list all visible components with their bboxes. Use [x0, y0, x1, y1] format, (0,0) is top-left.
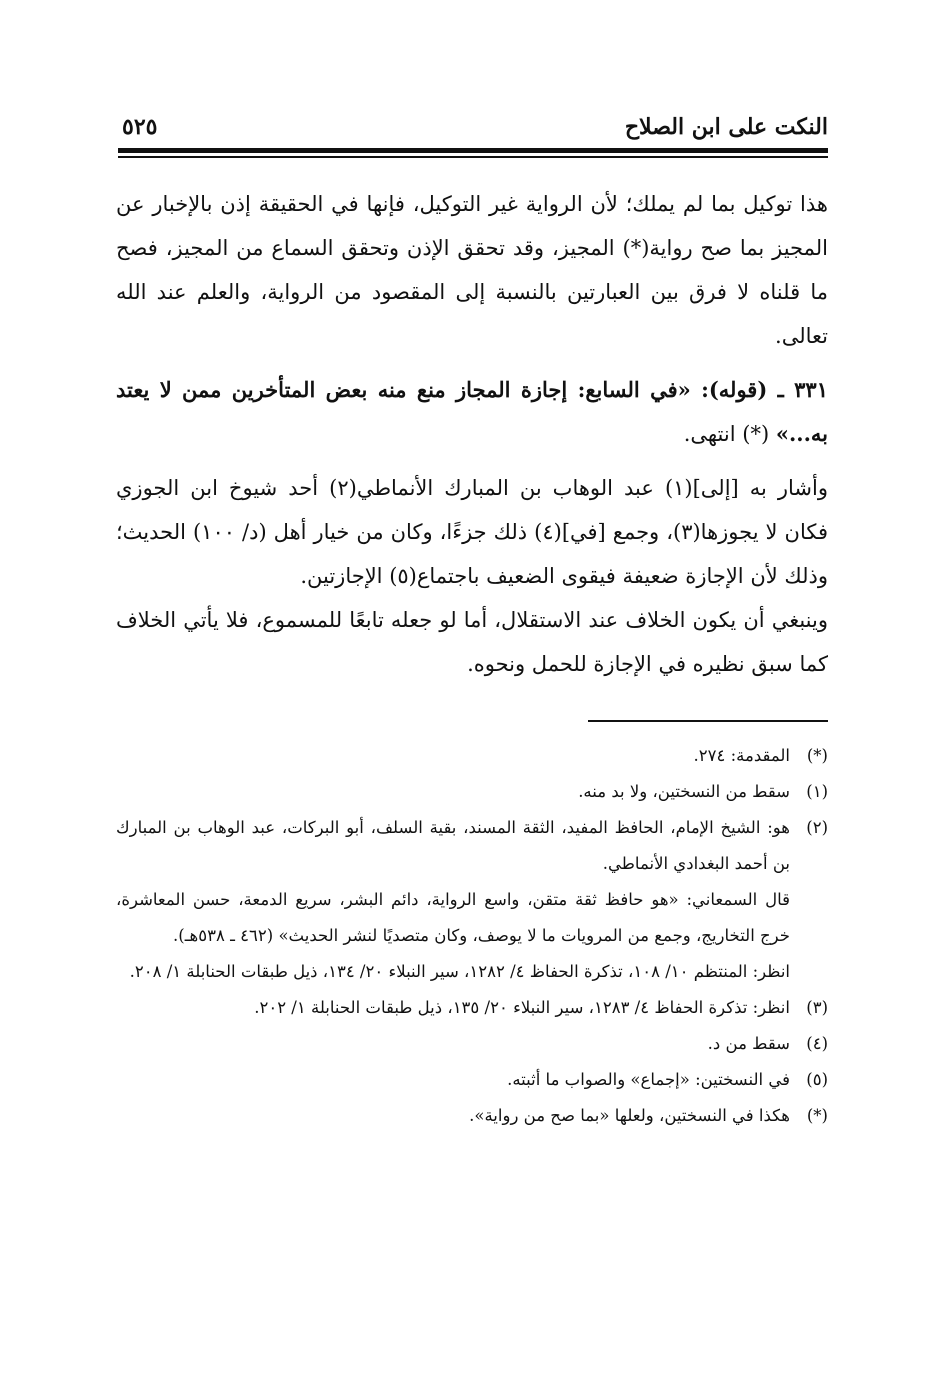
- footnote-continuation: [116, 954, 790, 990]
- footnote-continuation: [116, 882, 790, 954]
- footnote-text: هكذا في النسختين، ولعلها «بما صح من رواية».: [469, 1106, 790, 1125]
- footnote-marker: (*): [806, 1106, 828, 1125]
- footnotes: [116, 738, 828, 1134]
- footnote: [116, 810, 828, 882]
- footnote: [116, 774, 828, 810]
- footnote: [116, 1026, 828, 1062]
- page-header: [118, 112, 828, 152]
- footnote-text: في النسختين: «إجماع» والصواب ما أثبته.: [507, 1070, 790, 1089]
- footnote-marker: (*): [806, 746, 828, 765]
- paragraph-gap: [116, 358, 828, 368]
- paragraph-2: وأشار به [إلى](١) عبد الوهاب بن المبارك الأنماطي(٢) أحد شيوخ ابن الجوزي فكان لا يجوزها(٣)، وجمع [في](٤) ذلك جزءًا، وكان من خيار أهل (د/ ١٠٠) الحديث؛ وذلك لأن الإجازة ضعيفة فيقوى الضعيف باجتماع(٥) الإجازتين.: [116, 476, 829, 588]
- footnote: [116, 1098, 828, 1134]
- footnote-marker: (٤): [806, 1034, 828, 1053]
- footnote-marker: (٣): [806, 998, 828, 1017]
- footnote: [116, 990, 828, 1026]
- footnote-text: سقط من د.: [707, 1034, 790, 1053]
- footnote-text: قال السمعاني: «هو حافظ ثقة متقن، واسع الرواية، دائم البشر، سريع الدمعة، حسن المعاشرة، خرج التخاريج، وجمع من المرويات ما لا يوصف، وكان متصديًا لنشر الحديث» (٤٦٢ ـ ٥٣٨هـ).: [116, 890, 790, 945]
- page-number: ٥٢٥: [122, 114, 158, 140]
- footnote-text: انظر: المنتظم ١٠/ ١٠٨، تذكرة الحفاظ ٤/ ١٢٨٢، سير النبلاء ٢٠/ ١٣٤، ذيل طبقات الحنابلة ١/ ٢٠٨.: [129, 962, 790, 981]
- footnote-marker: (٥): [806, 1070, 828, 1089]
- footnote-marker: (١): [806, 782, 828, 801]
- footnote-text: انظر: تذكرة الحفاظ ٤/ ١٢٨٣، سير النبلاء ٢٠/ ١٣٥، ذيل طبقات الحنابلة ١/ ٢٠٢.: [254, 998, 790, 1017]
- section-heading-block: [116, 368, 828, 456]
- footnote-separator: [588, 720, 828, 722]
- section-heading: ٣٣١ ـ (قوله): «في السابع: إجازة المجاز منع منه بعض المتأخرين ممن لا يعتد به...»: [116, 377, 828, 446]
- footnote: [116, 1062, 828, 1098]
- section-heading-tail: (*) انتهى.: [683, 422, 770, 446]
- header-rule-thick: [118, 148, 828, 153]
- paragraph-1: هذا توكيل بما لم يملك؛ لأن الرواية غير التوكيل، فإنها في الحقيقة إذن بالإخبار عن المجيز بما صح رواية(*) المجيز، وقد تحقق الإذن وتحقق السماع من المجيز، فصح ما قلناه لا فرق بين العبارتين بالنسبة إلى المقصود من الرواية، والعلم عند الله تعالى.: [116, 192, 828, 348]
- main-text: [116, 182, 828, 686]
- paragraph-gap: [116, 456, 828, 466]
- footnote-text: سقط من النسختين، ولا بد منه.: [578, 782, 790, 801]
- footnote: [116, 738, 828, 774]
- running-title: النكت على ابن الصلاح: [624, 114, 828, 140]
- footnote-text: المقدمة: ٢٧٤.: [693, 746, 790, 765]
- header-rule-thin: [118, 156, 828, 158]
- footnote-text: هو: الشيخ الإمام، الحافظ المفيد، الثقة المسند، بقية السلف، أبو البركات، عبد الوهاب بن المبارك بن أحمد البغدادي الأنماطي.: [116, 818, 790, 873]
- footnote-marker: (٢): [806, 818, 828, 837]
- paragraph-3: وينبغي أن يكون الخلاف عند الاستقلال، أما لو جعله تابعًا للمسموع، فلا يأتي الخلاف كما سبق نظيره في الإجازة للحمل ونحوه.: [116, 608, 828, 676]
